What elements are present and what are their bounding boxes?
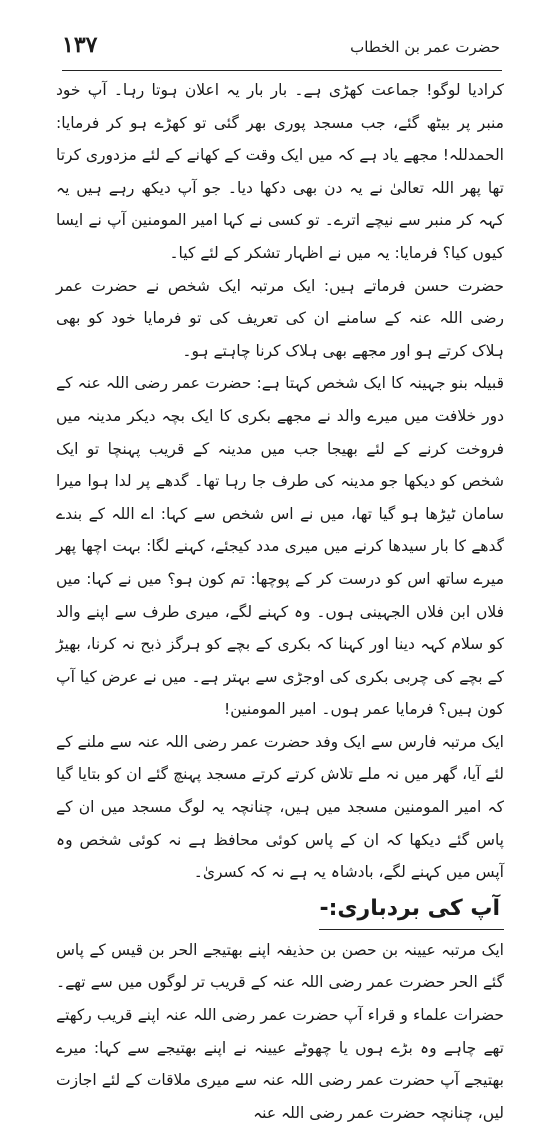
paragraph: قبیلہ بنو جہینہ کا ایک شخص کہتا ہے: حضرت عمر رضی اللہ عنہ کے دور خلافت میں میرے والد نے مجھے بکری کا ایک بچہ دیکر مدینہ میں فروخت کرنے کے لئے بھیجا جب میں مدینہ کے قریب پہنچا تو ایک شخص کو دیکھا جو مدینہ کی طرف جا رہا تھا۔ گدھے پر لدا ہوا میرا سامان ٹیڑھا ہو گیا تھا، میں نے اس شخص سے کہا: اے اللہ کے بندے گدھے کا بار سیدھا کرنے میں میری مدد کیجئے، کہنے لگا: بہت اچھا پھر میرے ساتھ اس کو درست کر کے پوچھا: تم کون ہو؟ میں نے کہا: میں فلاں ابن فلاں الجہینی ہوں۔ وہ کہنے لگے، میری طرف سے اپنے والد کو سلام کہہ دینا اور کہنا کہ بکری کے بچے کو ہرگز ذبح نہ کرنا، بھیڑ کے بچے کی چربی بکری کی اوجڑی سے بہتر ہے۔ میں نے عرض کیا آپ کون ہیں؟ فرمایا عمر ہوں۔ امیر المومنین! [56,374,504,719]
paragraph: حضرت حسن فرماتے ہیں: ایک مرتبہ ایک شخص نے حضرت عمر رضی اللہ عنہ کے سامنے ان کی تعریف کی تو فرمایا خود کو بھی ہلاک کرتے ہو اور مجھے بھی ہلاک کرنا چاہتے ہو۔ [56,276,504,360]
page-header [62,32,500,66]
paragraph: ایک مرتبہ فارس سے ایک وفد حضرت عمر رضی اللہ عنہ سے ملنے کے لئے آیا، گھر میں نہ ملے تلاش کرتے کرتے مسجد پہنچ گئے ان کو بتایا گیا کہ امیر المومنین مسجد میں ہیں، چنانچہ یہ لوگ مسجد میں ان کے پاس گئے دیکھا کہ ان کے پاس کوئی محافظ ہے نہ کوئی شخص وہ آپس میں کہنے لگے، بادشاہ یہ ہے نہ کہ کسریٰ۔ [56,732,504,882]
header-rule [62,70,502,71]
paragraph: کرادیا لوگو! جماعت کھڑی ہے۔ بار بار یہ اعلان ہوتا رہا۔ آپ خود منبر پر بیٹھ گئے، جب مسجد پوری بھر گئی تو کھڑے ہو کر فرمایا: الحمدللہ! مجھے یاد ہے کہ میں ایک وقت کے کھانے کے لئے مزدوری کرتا تھا پھر اللہ تعالیٰ نے یہ دن بھی دکھا دیا۔ جو آپ دیکھ رہے ہیں یہ کہہ کر منبر سے نیچے اترے۔ تو کسی نے کہا امیر المومنین آپ نے ایسا کیوں کیا؟ فرمایا: یہ میں نے اظہار تشکر کے لئے کیا۔ [56,81,504,262]
body-text [56,74,504,1129]
page-number: ۱۳۷ [62,32,98,58]
section-heading: آپ کی بردباری:- [319,889,504,930]
paragraph: ایک مرتبہ عیینہ بن حصن بن حذیفہ اپنے بھتیجے الحر بن قیس کے پاس گئے الحر حضرت عمر رضی اللہ عنہ کے قریب تر لوگوں میں سے تھے۔ حضرات علماء و قراء آپ حضرت عمر رضی اللہ عنہ اپنے قریب رکھتے تھے چاہے وہ بڑے ہوں یا چھوٹے عیینہ نے اپنے بھتیجے سے کہا: میرے بھتیجے آپ حضرت عمر رضی اللہ عنہ سے میری ملاقات کے لئے اجازت لیں، چنانچہ حضرت عمر رضی اللہ عنہ [56,940,504,1122]
running-title: حضرت عمر بن الخطاب [350,38,500,56]
